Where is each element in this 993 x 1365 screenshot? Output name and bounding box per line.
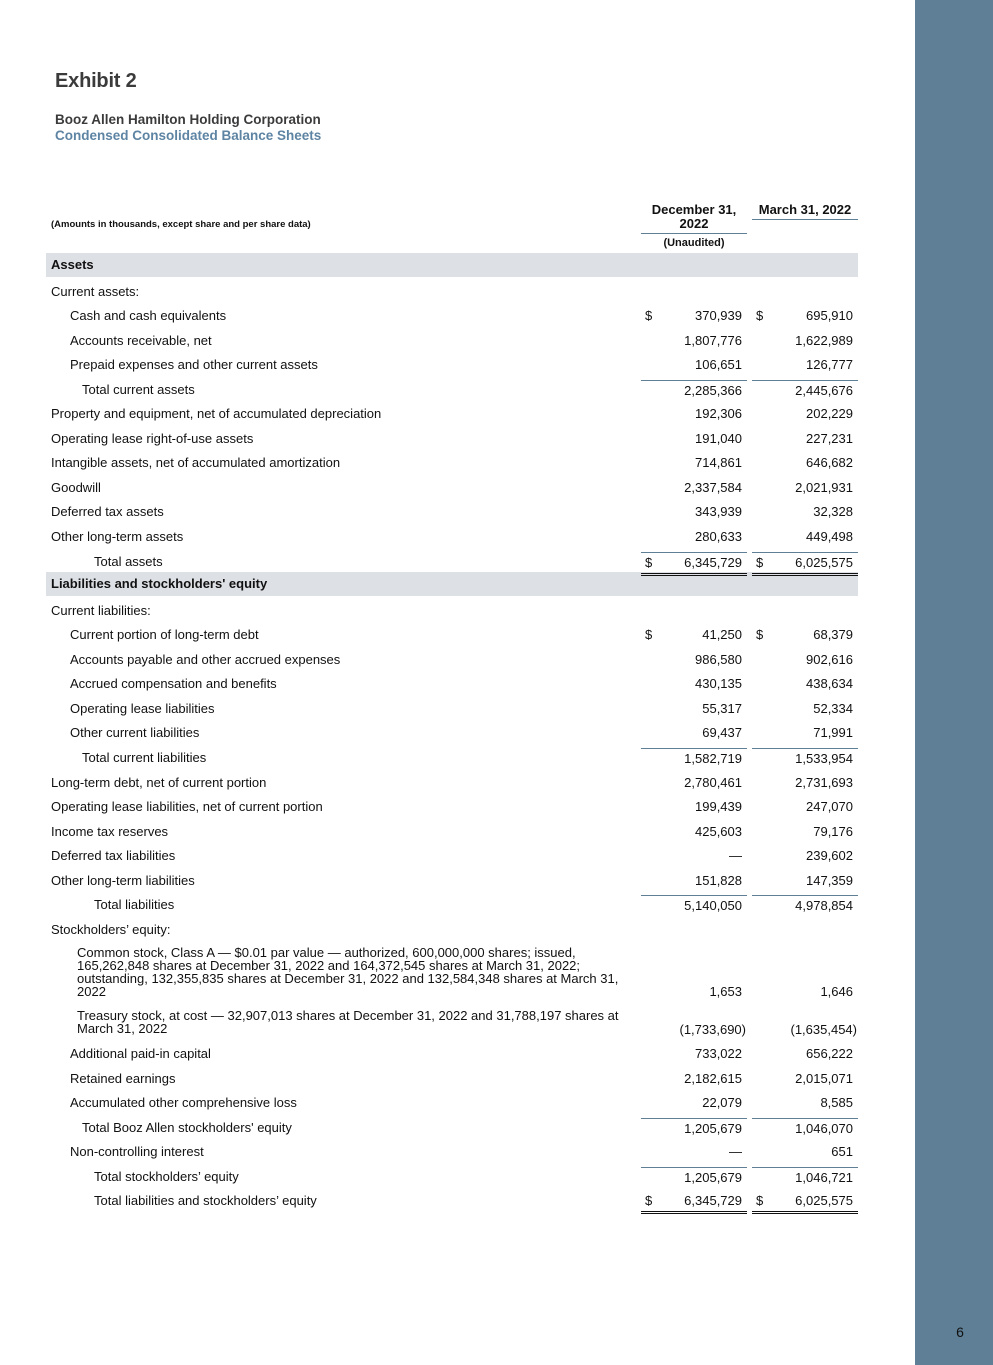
statement-title: Condensed Consolidated Balance Sheets	[55, 128, 322, 143]
currency-symbol: $	[756, 308, 764, 323]
amount: 199,439	[695, 799, 742, 814]
table-row-current-assets	[0, 282, 915, 302]
row-label: Operating lease liabilities	[70, 701, 215, 716]
amount: 2,445,676	[795, 383, 853, 398]
table-row-treasury-stock-at-cost-32-907-013-shares	[0, 1008, 915, 1040]
table-row-deferred-tax-liabilities	[0, 846, 915, 866]
value-march-2022	[752, 306, 858, 326]
amount: 1,646	[820, 984, 853, 999]
value-march-2022	[752, 1044, 858, 1064]
table-row-intangible-assets-net-of-accumulated-amo	[0, 453, 915, 473]
value-march-2022	[752, 773, 858, 793]
value-december-2022	[641, 699, 747, 719]
row-label: Intangible assets, net of accumulated amortization	[51, 455, 341, 470]
currency-symbol: $	[645, 555, 653, 570]
table-row-total-liabilities	[0, 895, 915, 915]
value-march-2022	[752, 1069, 858, 1089]
value-december-2022	[641, 773, 747, 793]
amount: 191,040	[695, 431, 742, 446]
page-number: 6	[956, 1324, 964, 1340]
table-row-other-current-liabilities	[0, 723, 915, 743]
currency-symbol: $	[645, 627, 653, 642]
amount: 438,634	[806, 676, 853, 691]
value-march-2022	[752, 871, 858, 891]
value-december-2022	[641, 723, 747, 743]
amount: 430,135	[695, 676, 742, 691]
value-december-2022	[641, 527, 747, 547]
row-label: Income tax reserves	[51, 824, 169, 839]
table-row-other-long-term-assets	[0, 527, 915, 547]
table-row-accounts-payable-and-other-accrued-expen	[0, 650, 915, 670]
value-december-2022	[641, 871, 747, 891]
amount: 695,910	[806, 308, 853, 323]
value-december-2022	[641, 920, 747, 940]
table-row-long-term-debt-net-of-current-portion	[0, 773, 915, 793]
value-december-2022	[641, 1118, 747, 1139]
amount: 247,070	[806, 799, 853, 814]
value-march-2022	[752, 552, 858, 576]
amount: 2,015,071	[795, 1071, 853, 1086]
row-label: Other current liabilities	[70, 725, 200, 740]
value-december-2022	[641, 982, 747, 1002]
row-label: Current assets:	[51, 284, 140, 299]
value-december-2022	[641, 625, 747, 645]
amount: 126,777	[806, 357, 853, 372]
amount: (1,733,690)	[679, 1022, 746, 1037]
table-row-total-current-liabilities	[0, 748, 915, 768]
section-band-assets	[46, 253, 858, 277]
amount: 147,359	[806, 873, 853, 888]
row-label: Total stockholders’ equity	[94, 1169, 239, 1184]
amount: 1,533,954	[795, 751, 853, 766]
currency-symbol: $	[756, 627, 764, 642]
row-label: Cash and cash equivalents	[70, 308, 227, 323]
value-december-2022	[641, 478, 747, 498]
amount: 6,345,729	[684, 555, 742, 570]
row-label: Current liabilities:	[51, 603, 151, 618]
value-december-2022	[641, 674, 747, 694]
table-row-additional-paid-in-capital	[0, 1044, 915, 1064]
amount: 5,140,050	[684, 898, 742, 913]
amount: 239,602	[806, 848, 853, 863]
row-label: Stockholders’ equity:	[51, 922, 171, 937]
row-label: Operating lease liabilities, net of current portion	[51, 799, 323, 814]
amount: 32,328	[813, 504, 853, 519]
row-label: Common stock, Class A — $0.01 par value — authorized, 600,000,000 shares; issued, 165,262,848 shares at December 31, 2022 and 164,372,545 shares at March 31, 2022; outstanding, 132,355,835 shares at December 31, 2022 and 132,584,348 shares at March 31, 2022	[77, 945, 619, 999]
row-label: Total assets	[94, 554, 163, 569]
row-label: Additional paid-in capital	[70, 1046, 211, 1061]
value-march-2022	[752, 1142, 858, 1162]
amount: 646,682	[806, 455, 853, 470]
value-december-2022	[641, 1191, 747, 1214]
table-row-total-current-assets	[0, 380, 915, 400]
table-row-common-stock-class-a-0-01-par-value-auth	[0, 945, 915, 1002]
amount: 370,939	[695, 308, 742, 323]
unaudited-label: (Unaudited)	[663, 237, 725, 249]
value-march-2022	[752, 1167, 858, 1188]
row-label: Treasury stock, at cost — 32,907,013 shares at December 31, 2022 and 31,788,197 shares at March 31, 2022	[77, 1008, 619, 1036]
value-march-2022	[752, 478, 858, 498]
amount: 2,731,693	[795, 775, 853, 790]
table-row-cash-and-cash-equivalents	[0, 306, 915, 326]
table-row-accounts-receivable-net	[0, 331, 915, 351]
currency-symbol: $	[645, 1193, 653, 1208]
value-march-2022	[752, 982, 858, 1002]
table-row-income-tax-reserves	[0, 822, 915, 842]
value-march-2022	[752, 380, 858, 401]
amount: 343,939	[695, 504, 742, 519]
value-march-2022	[752, 699, 858, 719]
value-december-2022	[641, 601, 747, 621]
value-december-2022	[641, 331, 747, 351]
table-row-operating-lease-right-of-use-assets	[0, 429, 915, 449]
table-row-deferred-tax-assets	[0, 502, 915, 522]
row-label: Non-controlling interest	[70, 1144, 204, 1159]
value-december-2022	[641, 822, 747, 842]
amount: 71,991	[813, 725, 853, 740]
table-row-accrued-compensation-and-benefits	[0, 674, 915, 694]
value-december-2022	[641, 306, 747, 326]
value-december-2022	[641, 453, 747, 473]
value-march-2022	[752, 404, 858, 424]
value-march-2022	[752, 625, 858, 645]
amount: 425,603	[695, 824, 742, 839]
row-label: Accounts payable and other accrued expenses	[70, 652, 341, 667]
table-row-total-assets	[0, 552, 915, 572]
row-label: Current portion of long-term debt	[70, 627, 259, 642]
amount: —	[729, 848, 742, 863]
table-row-stockholders-equity	[0, 920, 915, 940]
value-december-2022	[641, 895, 747, 916]
table-row-other-long-term-liabilities	[0, 871, 915, 891]
value-december-2022	[641, 429, 747, 449]
value-december-2022	[641, 502, 747, 522]
row-label: Accrued compensation and benefits	[70, 676, 277, 691]
amount: 2,182,615	[684, 1071, 742, 1086]
value-march-2022	[752, 527, 858, 547]
value-march-2022	[752, 331, 858, 351]
exhibit-title: Exhibit 2	[55, 70, 137, 92]
value-december-2022	[641, 1142, 747, 1162]
value-december-2022	[641, 1044, 747, 1064]
table-row-prepaid-expenses-and-other-current-asset	[0, 355, 915, 375]
amounts-note: (Amounts in thousands, except share and per share data)	[51, 219, 311, 230]
section-heading-liabilities-equity: Liabilities and stockholders' equity	[51, 576, 268, 591]
value-march-2022	[752, 797, 858, 817]
row-label: Prepaid expenses and other current assets	[70, 357, 318, 372]
value-december-2022	[641, 355, 747, 375]
value-march-2022	[752, 748, 858, 769]
row-label: Deferred tax liabilities	[51, 848, 176, 863]
value-march-2022	[752, 429, 858, 449]
row-label: Total liabilities and stockholders’ equity	[94, 1193, 317, 1208]
amount: 986,580	[695, 652, 742, 667]
amount: 22,079	[702, 1095, 742, 1110]
amount: 6,025,575	[795, 1193, 853, 1208]
value-march-2022	[752, 723, 858, 743]
table-row-property-and-equipment-net-of-accumulate	[0, 404, 915, 424]
amount: 202,229	[806, 406, 853, 421]
value-march-2022	[752, 282, 858, 302]
amount: 733,022	[695, 1046, 742, 1061]
row-label: Operating lease right-of-use assets	[51, 431, 254, 446]
amount: 52,334	[813, 701, 853, 716]
amount: 41,250	[702, 627, 742, 642]
table-row-accumulated-other-comprehensive-loss	[0, 1093, 915, 1113]
amount: 6,345,729	[684, 1193, 742, 1208]
row-label: Total liabilities	[94, 897, 175, 912]
table-row-non-controlling-interest	[0, 1142, 915, 1162]
amount: 69,437	[702, 725, 742, 740]
row-label: Accounts receivable, net	[70, 333, 212, 348]
amount: 192,306	[695, 406, 742, 421]
value-march-2022	[752, 1020, 858, 1040]
table-row-total-liabilities-and-stockholders-equit	[0, 1191, 915, 1211]
amount: 1,205,679	[684, 1170, 742, 1185]
amount: 1,205,679	[684, 1121, 742, 1136]
amount: 714,861	[695, 455, 742, 470]
row-label: Retained earnings	[70, 1071, 176, 1086]
value-march-2022	[752, 674, 858, 694]
column-header-december-2022: December 31, 2022	[641, 203, 747, 234]
table-row-goodwill	[0, 478, 915, 498]
row-label: Property and equipment, net of accumulated depreciation	[51, 406, 382, 421]
amount: 2,285,366	[684, 383, 742, 398]
table-row-retained-earnings	[0, 1069, 915, 1089]
row-label: Deferred tax assets	[51, 504, 164, 519]
table-row-operating-lease-liabilities	[0, 699, 915, 719]
section-heading-assets: Assets	[51, 257, 94, 272]
value-march-2022	[752, 822, 858, 842]
table-row-total-booz-allen-stockholders-equity	[0, 1118, 915, 1138]
amount: 55,317	[702, 701, 742, 716]
company-name: Booz Allen Hamilton Holding Corporation	[55, 112, 321, 127]
value-march-2022	[752, 1191, 858, 1214]
amount: 1,046,070	[795, 1121, 853, 1136]
table-row-current-liabilities	[0, 601, 915, 621]
row-label: Total current liabilities	[82, 750, 207, 765]
value-march-2022	[752, 650, 858, 670]
amount: 651	[831, 1144, 853, 1159]
row-label: Other long-term assets	[51, 529, 184, 544]
value-december-2022	[641, 846, 747, 866]
row-label: Accumulated other comprehensive loss	[70, 1095, 297, 1110]
amount: (1,635,454)	[790, 1022, 857, 1037]
sidebar-band	[915, 0, 993, 1365]
amount: 449,498	[806, 529, 853, 544]
amount: 280,633	[695, 529, 742, 544]
table-row-operating-lease-liabilities-net-of-curre	[0, 797, 915, 817]
amount: 8,585	[820, 1095, 853, 1110]
value-december-2022	[641, 404, 747, 424]
value-march-2022	[752, 920, 858, 940]
value-december-2022	[641, 1069, 747, 1089]
amount: 227,231	[806, 431, 853, 446]
value-december-2022	[641, 1167, 747, 1188]
amount: 151,828	[695, 873, 742, 888]
currency-symbol: $	[756, 1193, 764, 1208]
amount: 1,807,776	[684, 333, 742, 348]
row-label: Goodwill	[51, 480, 101, 495]
row-label: Long-term debt, net of current portion	[51, 775, 267, 790]
amount: 1,653	[709, 984, 742, 999]
amount: 79,176	[813, 824, 853, 839]
value-march-2022	[752, 895, 858, 916]
amount: 68,379	[813, 627, 853, 642]
amount: 1,622,989	[795, 333, 853, 348]
value-december-2022	[641, 552, 747, 576]
amount: 1,046,721	[795, 1170, 853, 1185]
value-december-2022	[641, 282, 747, 302]
amount: 4,978,854	[795, 898, 853, 913]
amount: —	[729, 1144, 742, 1159]
value-march-2022	[752, 1093, 858, 1113]
value-march-2022	[752, 1118, 858, 1139]
value-march-2022	[752, 601, 858, 621]
column-header-march-2022: March 31, 2022	[752, 203, 858, 220]
currency-symbol: $	[756, 555, 764, 570]
table-row-total-stockholders-equity	[0, 1167, 915, 1187]
row-label: Total Booz Allen stockholders' equity	[82, 1120, 292, 1135]
value-december-2022	[641, 380, 747, 401]
value-december-2022	[641, 1093, 747, 1113]
amount: 656,222	[806, 1046, 853, 1061]
value-december-2022	[641, 1020, 747, 1040]
row-label: Other long-term liabilities	[51, 873, 195, 888]
value-december-2022	[641, 748, 747, 769]
amount: 2,337,584	[684, 480, 742, 495]
amount: 2,021,931	[795, 480, 853, 495]
row-label: Total current assets	[82, 382, 195, 397]
amount: 106,651	[695, 357, 742, 372]
value-march-2022	[752, 846, 858, 866]
value-december-2022	[641, 650, 747, 670]
table-row-current-portion-of-long-term-debt	[0, 625, 915, 645]
value-december-2022	[641, 797, 747, 817]
currency-symbol: $	[645, 308, 653, 323]
value-march-2022	[752, 453, 858, 473]
value-march-2022	[752, 502, 858, 522]
amount: 902,616	[806, 652, 853, 667]
amount: 2,780,461	[684, 775, 742, 790]
amount: 1,582,719	[684, 751, 742, 766]
amount: 6,025,575	[795, 555, 853, 570]
value-march-2022	[752, 355, 858, 375]
